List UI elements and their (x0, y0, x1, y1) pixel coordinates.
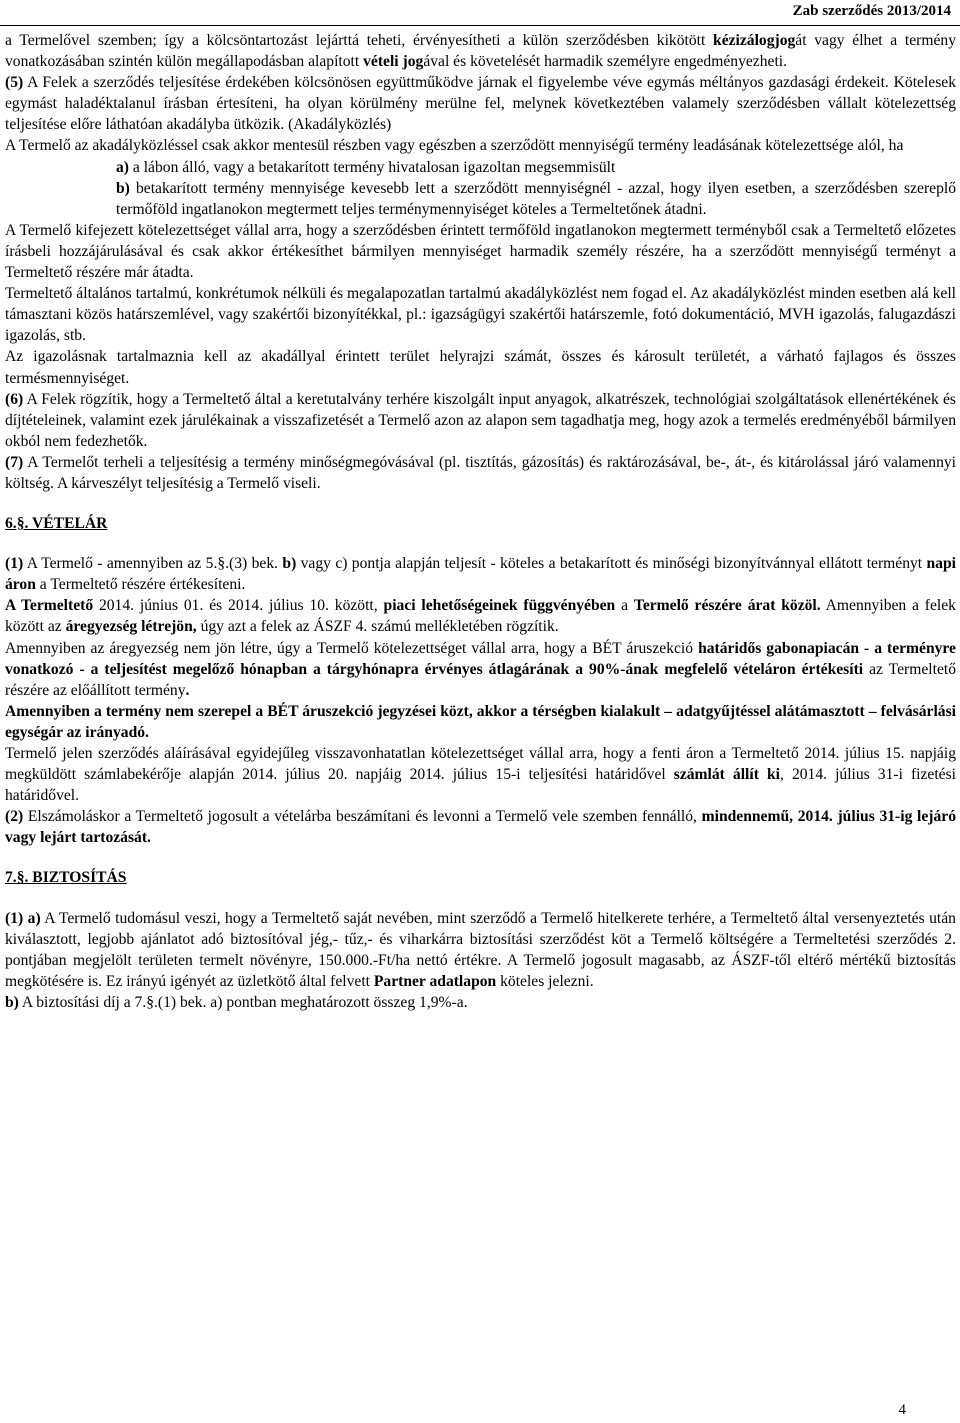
paragraph (5, 452, 956, 494)
document-body (5, 30, 956, 1013)
bold-text: Amennyiben a termény nem szerepel a BÉT áruszekció jegyzései közt, akkor a térségben kialakult – adatgyűjtéssel alátámasztott – felvásárlási egységár az irányadó. (5, 702, 956, 741)
bold-text: számlát állít ki (673, 766, 780, 784)
bold-text: (1) (5, 555, 24, 573)
paragraph (5, 553, 956, 595)
bold-text: vételi jog (363, 53, 424, 71)
bold-text: b) (116, 179, 130, 197)
bold-text: A Termeltető (5, 597, 94, 615)
bold-text: . (185, 681, 190, 699)
paragraph (5, 135, 956, 156)
bold-text: a) (116, 158, 129, 176)
text-run: Amennyiben az áregyezség nem jön létre, úgy a Termelő kötelezettséget vállal arra, hogy a BÉT áruszekció (5, 639, 699, 657)
text-run: a Termelővel szemben; így a kölcsöntartozást lejárttá teheti, érvényesítheti a külön szerződésben kikötött (5, 32, 714, 49)
bold-text: (6) (5, 390, 24, 408)
paragraph (5, 908, 956, 992)
text-run: A Termelő az akadályközléssel csak akkor mentesül részben vagy egészben a szerződött mennyiségű termény leadásának kötelezettsége alól, ha (5, 137, 904, 155)
text-run: A Termelő tudomásul veszi, hogy a Termeltető saját nevében, mint szerződő a Termelő hitelkerete terhére, a Termeltető által versenyeztetés után kiválasztott, legjobb ajánlatot adó biztosítóval jég,- tűz,- és viharkárra biztosítási szerződést köt a Termelő költségére a Termeltetési szerződés 2. pontjában megjelölt területen termelt növényre, 150.000.-Ft/ha nettó értékre. A Termelő jogosult magasabb, az ÁSZF-től eltérő mértékű biztosítás megkötésére is. Ez irányú igényét az üzletkötő által felvett (5, 909, 956, 990)
bold-text: kézizálogjog (713, 32, 796, 49)
paragraph (5, 346, 956, 388)
text-run: Elszámoláskor a Termeltető jogosult a vételárba beszámítani és levonni a Termelő vele szemben fennálló, (23, 808, 702, 826)
text-run: A Felek a szerződés teljesítése érdekében kölcsönösen együttműködve járnak el figyelembe véve egymás méltányos gazdasági érdekeit. Kötelesek egymást haladéktalanul írásban értesíteni, ha olyan körülmény merülne fel, melynek következtében valamely szerződésben vállalt kötelezettség teljesítése előre láthatóan akadályba ütközik. (Akadályközlés) (5, 74, 956, 134)
paragraph (5, 283, 956, 346)
paragraph (5, 701, 956, 743)
text-run: A Felek rögzítik, hogy a Termeltető által a keretutalvány terhére kiszolgált input anyagok, alkatrészek, technológiai szolgáltatások ellenértékének és díjtételeinek, valamint ezek járulékainak a visszafizetését a Termelő azon az alapon sem tagadhatja meg, hogy azok a termelés eredményéből bármilyen okból nem fedezhetők. (5, 390, 956, 450)
text-run: 6.§. VÉTELÁR (5, 515, 108, 533)
paragraph (5, 743, 956, 806)
text-run: az Termeltető részére az előállított termény (5, 660, 956, 699)
text-run: betakarított termény mennyisége kevesebb lett a szerződött mennyiségnél - azzal, hogy ilyen esetben, a szerződésben szereplő termőföld ingatlanokon megtermett teljes terménymennyiséget köteles a Termeltetőnek átadni. (116, 179, 956, 218)
text-run: úgy azt a felek az ÁSZF 4. számú mellékletében rögzítik. (196, 618, 559, 636)
bold-text: határidős gabonapiacán - a terményre vonatkozó - a teljesítést megelőző hónapban a tárgyhónapra érvényes átlagárának a 90%-ának megfelelő vételáron értékesíti (5, 639, 956, 678)
text-run: A Termelő kifejezett kötelezettséget vállal arra, hogy a szerződésben érintett termőföld ingatlanokon megtermett terményből csak a Termeltető előzetes írásbeli hozzájárulásával és csak akkor értékesíthet bármilyen mennyiséget harmadik személy részére, ha a szerződött mennyiségű terményt a Termeltető részére már átadta. (5, 221, 956, 282)
text-run: , 2014. július 31-i fizetési határidővel. (5, 766, 956, 805)
bold-text: Termelő részére árat közöl. (633, 597, 821, 615)
bold-text: mindennemű, 2014. július 31-ig lejáró vagy lejárt tartozását. (5, 808, 957, 847)
paragraph (5, 595, 956, 637)
text-run: köteles jelezni. (496, 972, 594, 990)
paragraph (5, 178, 956, 220)
bold-text: (1) a) (5, 909, 41, 927)
paragraph (5, 157, 956, 178)
text-run: A Termelő - amennyiben az 5.§.(3) bek. (23, 555, 283, 573)
paragraph (5, 30, 956, 72)
paragraph (5, 992, 956, 1013)
section-heading (5, 513, 956, 534)
bold-text: Partner adatlapon (373, 972, 497, 990)
text-run: A Termelőt terheli a teljesítésig a termény minőségmegóvásával (pl. tisztítás, gázosítás) és raktározásával, be-, át-, és kitárolással járó valamennyi költség. A kárveszélyt teljesítésig a Termelő viseli. (5, 453, 956, 492)
paragraph (5, 638, 956, 701)
paragraph (5, 389, 956, 452)
bold-text: (5) (5, 74, 24, 92)
text-run: Termeltető általános tartalmú, konkrétumok nélküli és megalapozatlan tartalmú akadályközlést nem fogad el. Az akadályközlést minden esetben alá kell támasztani közös határszemlével, vagy szakértői bizonyítékkal, pl.: igazságügyi szakértői határszemle, fotó dokumentáció, MVH igazolás, falugazdászi igazolás, stb. (5, 285, 956, 345)
bold-text: áregyezség létrejön, (65, 618, 197, 636)
bold-text: b) (282, 555, 297, 573)
page-number: 4 (898, 1402, 906, 1418)
text-run: 2014. június 01. és 2014. július 10. között, (93, 597, 384, 615)
text-run: át vagy élhet a termény vonatkozásában szintén külön megállapodásban alapított (5, 32, 956, 71)
bold-text: napi áron (5, 555, 956, 594)
text-run: a Termeltető részére értékesíteni. (35, 576, 246, 594)
text-run: Termelő jelen szerződés aláírásával egyidejűleg visszavonhatatlan kötelezettséget vállal arra, hogy a fenti áron a Termeltető 2014. július 15. napjáig megküldött számlabekérője alapján 2014. július 20. napjáig 2014. július 15-i teljesítési határidővel (5, 745, 956, 784)
text-run: a (615, 597, 634, 615)
bold-text: b) (5, 993, 19, 1011)
paragraph (5, 220, 956, 283)
text-run: A biztosítási díj a 7.§.(1) bek. a) pontban meghatározott összeg 1,9%-a. (18, 993, 468, 1011)
text-run: vagy c) pontja alapján teljesít - köteles a betakarított és minőségi bizonyítvánnyal ellátott terményt (296, 555, 927, 573)
paragraph (5, 806, 956, 848)
text-run: Amennyiben a felek között az (5, 597, 956, 636)
bold-text: (2) (5, 808, 24, 826)
bold-text: (7) (5, 453, 24, 471)
section-heading (5, 867, 956, 888)
text-run: a lábon álló, vagy a betakarított termény hivatalosan igazoltan megsemmisült (129, 158, 616, 176)
header-title: Zab szerződés 2013/2014 (792, 3, 951, 19)
bold-text: piaci lehetőségeinek függvényében (383, 597, 616, 615)
text-run: ával és követelését harmadik személyre engedményezheti. (423, 53, 788, 71)
text-run: 7.§. BIZTOSÍTÁS (5, 869, 127, 887)
page-header (0, 0, 960, 26)
paragraph (5, 72, 956, 135)
text-run: Az igazolásnak tartalmaznia kell az akadállyal érintett terület helyrajzi számát, összes és károsult területét, a várható fajlagos és összes termésmennyiséget. (5, 348, 956, 387)
